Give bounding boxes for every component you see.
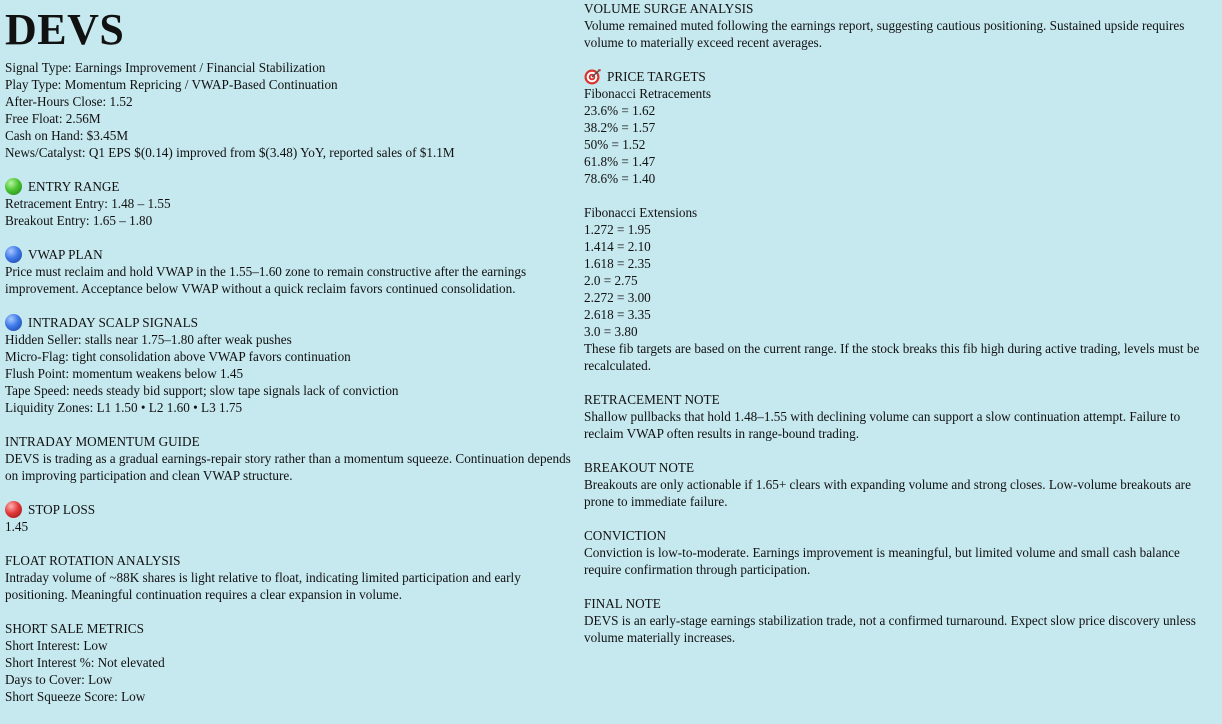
after-hours-close: After-Hours Close: 1.52 bbox=[5, 94, 133, 109]
days-to-cover: Days to Cover: Low bbox=[5, 672, 113, 687]
cash-on-hand: Cash on Hand: $3.45M bbox=[5, 128, 129, 143]
price-targets-heading bbox=[584, 68, 1216, 85]
signal-type: Signal Type: Earnings Improvement / Financial Stabilization bbox=[5, 60, 326, 75]
momentum-guide-title: INTRADAY MOMENTUM GUIDE bbox=[5, 434, 200, 449]
blue-circle-icon bbox=[5, 246, 22, 263]
price-targets-title: PRICE TARGETS bbox=[607, 69, 706, 84]
stop-loss-heading bbox=[5, 501, 577, 518]
left-column bbox=[5, 0, 577, 705]
fib-extension-item: 3.0 = 3.80 bbox=[584, 324, 638, 339]
retracement-entry: Retracement Entry: 1.48 – 1.55 bbox=[5, 196, 171, 211]
short-sale-title: SHORT SALE METRICS bbox=[5, 621, 144, 636]
retracement-note-title: RETRACEMENT NOTE bbox=[584, 392, 720, 407]
final-note-section bbox=[584, 595, 1216, 646]
breakout-note-section bbox=[584, 459, 1216, 510]
fib-retracement-item: 61.8% = 1.47 bbox=[584, 154, 656, 169]
scalp-signals-heading bbox=[5, 314, 577, 331]
retracement-note-section bbox=[584, 391, 1216, 442]
bullseye-target-icon bbox=[584, 68, 602, 85]
blue-circle-icon bbox=[5, 314, 22, 331]
micro-flag: Micro-Flag: tight consolidation above VWAP favors continuation bbox=[5, 349, 351, 364]
conviction-text: Conviction is low-to-moderate. Earnings improvement is meaningful, but limited volume and small cash balance require confirmation through participation. bbox=[584, 545, 1180, 577]
fib-retracement-item: 78.6% = 1.40 bbox=[584, 171, 656, 186]
fib-extension-item: 2.272 = 3.00 bbox=[584, 290, 651, 305]
float-rotation-section bbox=[5, 552, 577, 603]
entry-range-section bbox=[5, 178, 577, 229]
green-circle-icon bbox=[5, 178, 22, 195]
breakout-entry: Breakout Entry: 1.65 – 1.80 bbox=[5, 213, 153, 228]
free-float: Free Float: 2.56M bbox=[5, 111, 101, 126]
right-column bbox=[584, 0, 1216, 646]
hidden-seller: Hidden Seller: stalls near 1.75–1.80 after weak pushes bbox=[5, 332, 292, 347]
fib-targets-note: These fib targets are based on the current range. If the stock breaks this fib high during active trading, levels must be recalculated. bbox=[584, 341, 1200, 373]
fib-extension-item: 2.618 = 3.35 bbox=[584, 307, 651, 322]
momentum-guide-section bbox=[5, 433, 577, 484]
breakout-note-text: Breakouts are only actionable if 1.65+ clears with expanding volume and strong closes. Low-volume breakouts are prone to immediate failure. bbox=[584, 477, 1191, 509]
fib-extension-item: 1.618 = 2.35 bbox=[584, 256, 651, 271]
entry-range-title: ENTRY RANGE bbox=[28, 179, 120, 194]
price-targets-section bbox=[584, 68, 1216, 374]
scalp-signals-title: INTRADAY SCALP SIGNALS bbox=[28, 315, 198, 330]
news-catalyst: News/Catalyst: Q1 EPS $(0.14) improved from $(3.48) YoY, reported sales of $1.1M bbox=[5, 145, 455, 160]
summary-section bbox=[5, 59, 577, 161]
scalp-signals-section bbox=[5, 314, 577, 416]
final-note-title: FINAL NOTE bbox=[584, 596, 661, 611]
stop-loss-title: STOP LOSS bbox=[28, 502, 96, 517]
short-squeeze-score: Short Squeeze Score: Low bbox=[5, 689, 146, 704]
retracement-note-text: Shallow pullbacks that hold 1.48–1.55 with declining volume can support a slow continuation attempt. Failure to reclaim VWAP often results in range-bound trading. bbox=[584, 409, 1181, 441]
fib-retracement-item: 23.6% = 1.62 bbox=[584, 103, 656, 118]
short-interest: Short Interest: Low bbox=[5, 638, 108, 653]
fib-retracement-item: 38.2% = 1.57 bbox=[584, 120, 656, 135]
fib-extension-item: 1.414 = 2.10 bbox=[584, 239, 651, 254]
page-title: DEVS bbox=[5, 5, 125, 54]
flush-point: Flush Point: momentum weakens below 1.45 bbox=[5, 366, 244, 381]
volume-surge-title: VOLUME SURGE ANALYSIS bbox=[584, 1, 754, 16]
vwap-plan-heading bbox=[5, 246, 577, 263]
float-rotation-text: Intraday volume of ~88K shares is light relative to float, indicating limited participation and early positioning. Meaningful continuation requires a clear expansion in volume. bbox=[5, 570, 521, 602]
conviction-section bbox=[584, 527, 1216, 578]
vwap-plan-section bbox=[5, 246, 577, 297]
stop-loss-section bbox=[5, 501, 577, 535]
stop-loss-value: 1.45 bbox=[5, 519, 29, 534]
entry-range-heading bbox=[5, 178, 577, 195]
float-rotation-title: FLOAT ROTATION ANALYSIS bbox=[5, 553, 181, 568]
volume-surge-section bbox=[584, 0, 1216, 51]
fib-retracement-item: 50% = 1.52 bbox=[584, 137, 646, 152]
volume-surge-text: Volume remained muted following the earnings report, suggesting cautious positioning. Sustained upside requires volume to materially exceed recent averages. bbox=[584, 18, 1185, 50]
liquidity-zones: Liquidity Zones: L1 1.50 • L2 1.60 • L3 1.75 bbox=[5, 400, 243, 415]
vwap-plan-text: Price must reclaim and hold VWAP in the 1.55–1.60 zone to remain constructive after the earnings improvement. Acceptance below VWAP without a quick reclaim favors continued consolidation. bbox=[5, 264, 527, 296]
fib-extensions-label: Fibonacci Extensions bbox=[584, 205, 698, 220]
conviction-title: CONVICTION bbox=[584, 528, 667, 543]
short-interest-pct: Short Interest %: Not elevated bbox=[5, 655, 165, 670]
tape-speed: Tape Speed: needs steady bid support; slow tape signals lack of conviction bbox=[5, 383, 399, 398]
final-note-text: DEVS is an early-stage earnings stabilization trade, not a confirmed turnaround. Expect slow price discovery unless volume materially increases. bbox=[584, 613, 1196, 645]
fib-retracements-label: Fibonacci Retracements bbox=[584, 86, 712, 101]
vwap-plan-title: VWAP PLAN bbox=[28, 247, 103, 262]
short-sale-section bbox=[5, 620, 577, 705]
red-circle-icon bbox=[5, 501, 22, 518]
play-type: Play Type: Momentum Repricing / VWAP-Based Continuation bbox=[5, 77, 338, 92]
fib-extension-item: 1.272 = 1.95 bbox=[584, 222, 651, 237]
breakout-note-title: BREAKOUT NOTE bbox=[584, 460, 695, 475]
fib-extension-item: 2.0 = 2.75 bbox=[584, 273, 638, 288]
momentum-guide-text: DEVS is trading as a gradual earnings-repair story rather than a momentum squeeze. Continuation depends on improving participation and clean VWAP structure. bbox=[5, 451, 571, 483]
